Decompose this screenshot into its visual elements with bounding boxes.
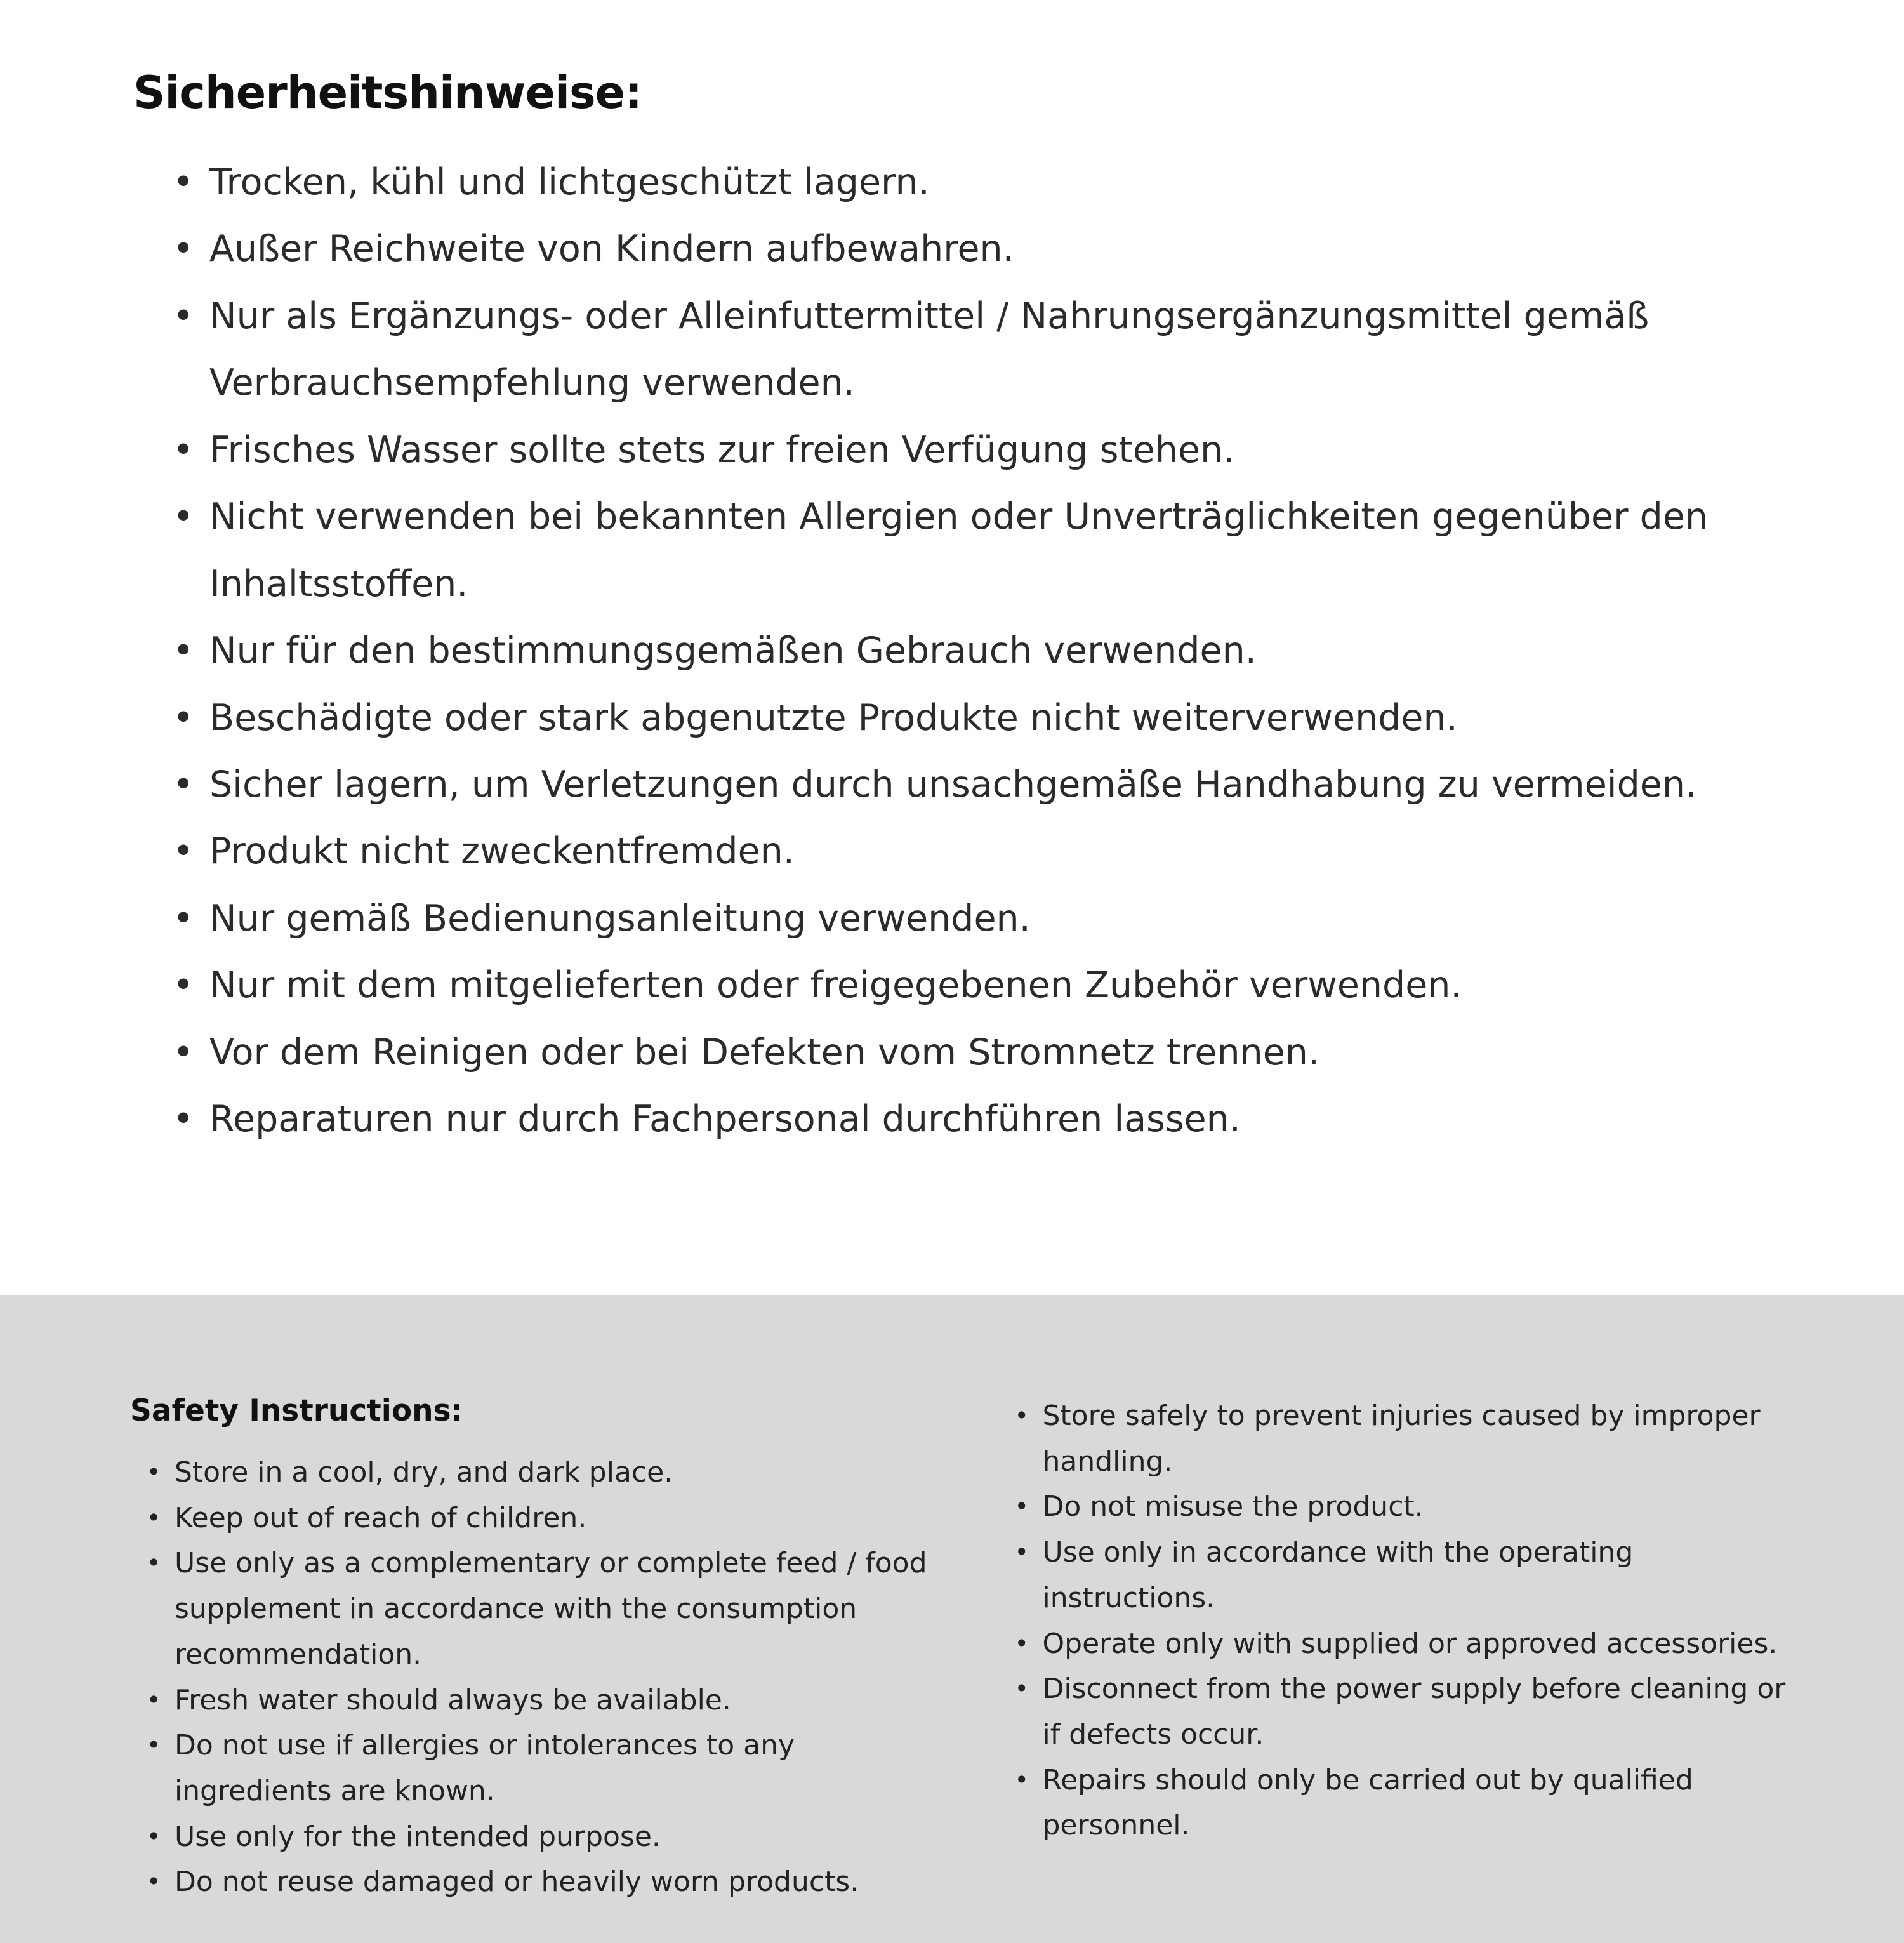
list-item: • Use only in accordance with the operating instructions. xyxy=(1015,1530,1797,1621)
english-left-column xyxy=(130,1393,929,1905)
list-item: • Vor dem Reinigen oder bei Defekten vom Stromnetz trennen. xyxy=(173,1019,1758,1086)
list-item: • Nur für den bestimmungsgemäßen Gebrauch verwenden. xyxy=(173,618,1758,684)
list-item: • Trocken, kühl und lichtgeschützt lagern. xyxy=(173,149,1758,216)
list-item: • Beschädigte oder stark abgenutzte Produkte nicht weiterverwenden. xyxy=(173,685,1758,752)
english-section-title: Safety Instructions: xyxy=(130,1393,463,1428)
list-item: • Store in a cool, dry, and dark place. xyxy=(147,1450,929,1495)
list-item: • Frisches Wasser sollte stets zur freien Verfügung stehen. xyxy=(173,417,1758,484)
english-safety-list-right xyxy=(1015,1393,1797,1848)
list-item: • Reparaturen nur durch Fachpersonal durchführen lassen. xyxy=(173,1086,1758,1153)
list-item: • Operate only with supplied or approved accessories. xyxy=(1015,1621,1797,1667)
list-item: • Repairs should only be carried out by qualified personnel. xyxy=(1015,1758,1797,1848)
list-item: • Nur als Ergänzungs- oder Alleinfuttermittel / Nahrungsergänzungsmittel gemäß Verbrauchsempfehlung verwenden. xyxy=(173,283,1758,417)
list-item: • Do not reuse damaged or heavily worn products. xyxy=(147,1859,929,1905)
list-item: • Do not misuse the product. xyxy=(1015,1484,1797,1530)
english-safety-list-left xyxy=(147,1450,929,1905)
list-item: • Keep out of reach of children. xyxy=(147,1495,929,1541)
list-item: • Nur gemäß Bedienungsanleitung verwenden. xyxy=(173,885,1758,952)
list-item: • Use only as a complementary or complete feed / food supplement in accordance with the consumption recommendation. xyxy=(147,1541,929,1677)
list-item: • Außer Reichweite von Kindern aufbewahren. xyxy=(173,216,1758,282)
list-item: • Use only for the intended purpose. xyxy=(147,1814,929,1860)
list-item: • Disconnect from the power supply before cleaning or if defects occur. xyxy=(1015,1666,1797,1757)
german-safety-list xyxy=(173,149,1758,1153)
list-item: • Do not use if allergies or intolerances to any ingredients are known. xyxy=(147,1723,929,1814)
english-right-column xyxy=(998,1393,1797,1848)
list-item: • Nicht verwenden bei bekannten Allergien oder Unverträglichkeiten gegenüber den Inhaltsstoffen. xyxy=(173,484,1758,618)
list-item: • Store safely to prevent injuries caused by improper handling. xyxy=(1015,1393,1797,1484)
list-item: • Fresh water should always be available. xyxy=(147,1678,929,1723)
german-section-title: Sicherheitshinweise: xyxy=(133,67,642,119)
list-item: • Sicher lagern, um Verletzungen durch unsachgemäße Handhabung zu vermeiden. xyxy=(173,752,1758,818)
list-item: • Nur mit dem mitgelieferten oder freigegebenen Zubehör verwenden. xyxy=(173,952,1758,1019)
english-safety-section xyxy=(0,1295,1904,1943)
list-item: • Produkt nicht zweckentfremden. xyxy=(173,818,1758,885)
